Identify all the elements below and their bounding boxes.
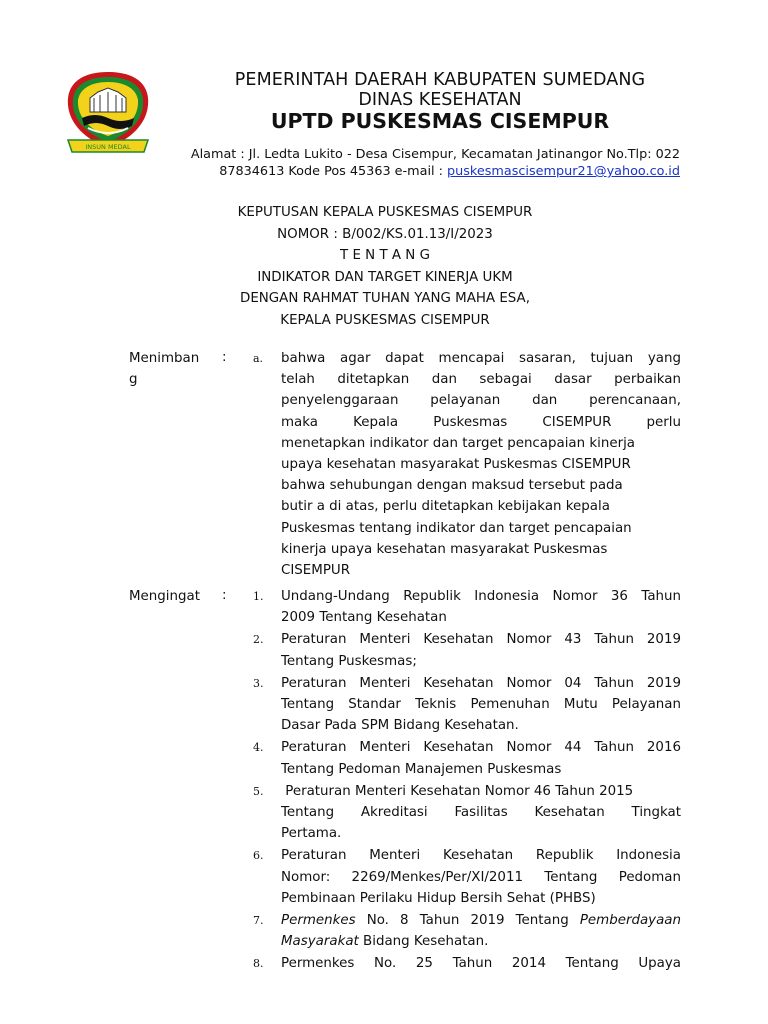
letterhead-address	[168, 146, 680, 181]
list-marker: 5.	[253, 784, 264, 798]
letterhead-government: PEMERINTAH DAERAH KABUPATEN SUMEDANG	[234, 70, 646, 90]
mengingat-item-3: 3. Peraturan Menteri Kesehatan Nomor 04 Tahun 2019 Tentang Standar Teknis Pemenuhan Mutu Pelayanan Dasar Pada SPM Bidang Kesehatan.	[253, 673, 681, 737]
mengingat-label: Mengingat	[129, 589, 200, 604]
list-marker: a.	[253, 352, 264, 365]
sumedang-regency-logo-icon	[60, 68, 156, 156]
mengingat-item-7: 7. Permenkes No. 8 Tahun 2019 Tentang Pemberdayaan Masyarakat Bidang Kesehatan.	[253, 910, 681, 952]
mengingat-list	[253, 586, 681, 976]
list-marker: 1.	[253, 590, 264, 603]
mengingat-item-4: 4. Peraturan Menteri Kesehatan Nomor 44 Tahun 2016 Tentang Pedoman Manajemen Puskesmas	[253, 737, 681, 779]
mengingat-item-8: 8. Permenkes No. 25 Tahun 2014 Tentang Upaya	[253, 953, 681, 974]
menimbang-item-a: a. bahwa agar dapat mencapai sasaran, tujuan yang telah ditetapkan dan sebagai dasar perbaikan penyelenggaraan pelayanan dan perencanaan, maka Kepala Puskesmas CISEMPUR perlu menetapkan indikator dan target pencapaian kinerja upaya kesehatan masyarakat Puskesmas CISEMPUR bahwa sehubungan dengan maksud tersebut pada butir a di atas, perlu ditetapkan kebijakan kepala Puskesmas tentang indikator dan target pencapaian kinerja upaya kesehatan masyarakat Puskesmas CISEMPUR	[253, 348, 681, 581]
letterhead-institution: UPTD PUSKESMAS CISEMPUR	[270, 109, 610, 133]
menimbang-list	[253, 348, 681, 582]
list-marker: 2.	[253, 633, 264, 647]
address-line-2	[168, 163, 680, 180]
list-marker: 7.	[253, 914, 264, 928]
decree-title: KEPUTUSAN KEPALA PUSKESMAS CISEMPUR	[237, 205, 533, 220]
mengingat-colon: :	[222, 588, 227, 603]
address-postal-info: 87834613 Kode Pos 45363 e-mail :	[219, 164, 448, 180]
decree-subject: INDIKATOR DAN TARGET KINERJA UKM	[257, 270, 513, 285]
decree-about: T E N T A N G	[340, 248, 430, 263]
mengingat-item-6: 6. Peraturan Menteri Kesehatan Republik Indonesia Nomor: 2269/Menkes/Per/XI/2011 Tentang Pedoman Pembinaan Perilaku Hidup Bersih Sehat (PHBS)	[253, 845, 681, 909]
email-link[interactable]: puskesmascisempur21@yahoo.co.id	[447, 164, 680, 180]
mengingat-item-1: 1. Undang-Undang Republik Indonesia Nomor 36 Tahun 2009 Tentang Kesehatan	[253, 586, 681, 628]
mengingat-item-2: 2. Peraturan Menteri Kesehatan Nomor 43 Tahun 2019 Tentang Puskesmas;	[253, 629, 681, 671]
list-marker: 6.	[253, 849, 264, 863]
menimbang-label: Menimban g	[129, 351, 200, 388]
logo-ribbon-text: INSUN MEDAL	[85, 143, 131, 151]
list-marker: 8.	[253, 957, 264, 971]
list-marker: 3.	[253, 676, 264, 690]
decree-invocation: DENGAN RAHMAT TUHAN YANG MAHA ESA,	[240, 291, 530, 306]
decree-number: NOMOR : B/002/KS.01.13/I/2023	[277, 227, 493, 242]
list-marker: 4.	[253, 741, 264, 755]
address-line-1: Alamat : Jl. Ledta Lukito - Desa Cisempur, Kecamatan Jatinangor No.Tlp: 022	[190, 147, 680, 162]
menimbang-colon: :	[222, 350, 227, 365]
decree-issuer: KEPALA PUSKESMAS CISEMPUR	[280, 313, 490, 328]
letterhead-department: DINAS KESEHATAN	[358, 90, 522, 110]
mengingat-item-5: 5. Peraturan Menteri Kesehatan Nomor 46 Tahun 2015 Tentang Akreditasi Fasilitas Kesehatan Tingkat Pertama.	[253, 781, 681, 845]
